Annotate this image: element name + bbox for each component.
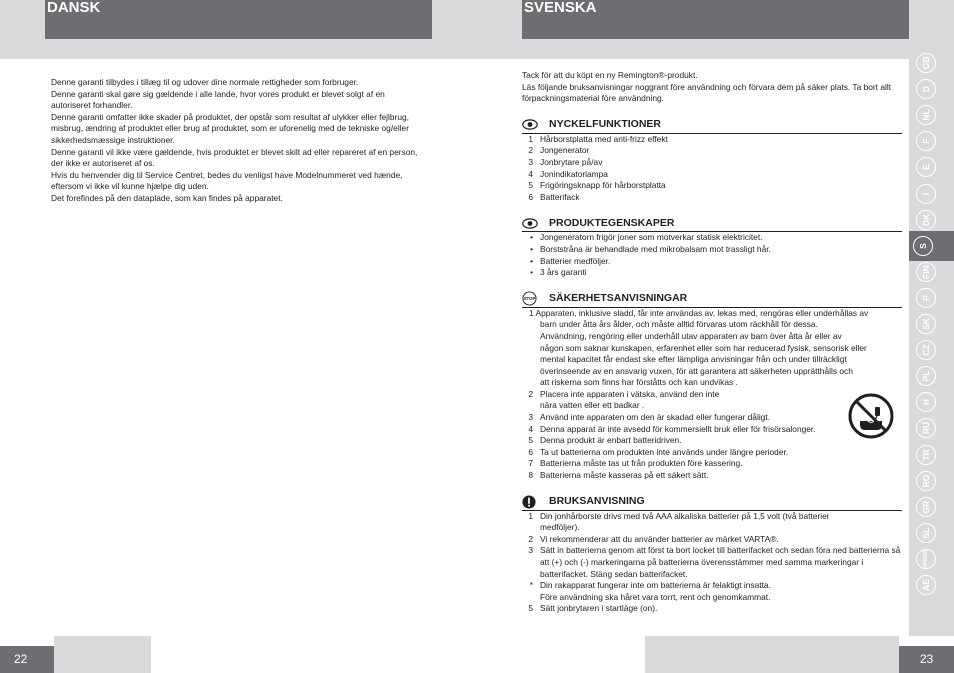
list-item: 4 Jonindikatorlampa <box>528 168 608 179</box>
language-tab-label: P <box>921 295 931 301</box>
list-item-continued: överinseende av en ansvarig vuxen, för att garantera att säkerheten upprätthålls och <box>540 365 853 376</box>
section-header <box>522 293 902 308</box>
dk-paragraph: Denne garanti tilbydes i tillæg til og udover dine normale rettigheder som forbruger. <box>51 77 359 87</box>
list-item-continued: barn under åtta års ålder, och måste alltid förvaras utom räckhåll för dessa. <box>540 319 818 330</box>
language-tab-label: FIN <box>921 264 931 279</box>
language-tab-d[interactable] <box>913 76 939 102</box>
svg-text:STOP: STOP <box>523 296 536 302</box>
list-item: 6 Ta ut batterierna om produkten inte används under längre perioder. <box>528 446 789 457</box>
language-tab-circle <box>916 549 936 569</box>
intro-line: Läs följande bruksanvisningar noggrant före användning och förvara dem på säker plats. Ta bort allt förpackningsmaterial före användning. <box>522 81 892 104</box>
language-tab-sk[interactable] <box>913 311 939 337</box>
language-sidebar <box>909 46 954 636</box>
language-tab-ro[interactable] <box>913 468 939 494</box>
list-item-continued: nära vatten eller ett badkar . <box>540 400 645 411</box>
language-tab-label: DK <box>921 213 931 226</box>
intro-line: Tack för att du köpt en ny Remington®-produkt. <box>522 70 698 80</box>
list-item: 7 Batterierna måste tas ut från produkten före kassering. <box>528 458 743 469</box>
language-tab-label: H <box>921 399 931 406</box>
list-item: Före användning ska håret vara torrt, rent och genomkammat. <box>540 591 771 602</box>
language-tab-circle <box>916 53 936 73</box>
intro <box>522 70 902 105</box>
section-key-features <box>522 119 902 204</box>
dk-paragraph: Denne garanti skal gøre sig gældende i alle lande, hvor vores produkt er blevet solgt af en autoriseret forhandler. <box>51 88 385 111</box>
language-tab-label: SK <box>921 318 931 330</box>
language-tab-circle <box>916 314 936 334</box>
exclamation-icon <box>522 495 536 509</box>
list-item: 1 Hårborstplatta med anti-frizz effekt <box>528 133 668 144</box>
language-tab-label: RU <box>921 422 931 435</box>
language-tab-circle <box>916 418 936 438</box>
section-title: BRUKSANVISNING <box>549 494 645 507</box>
dk-paragraph: Hvis du henvender dig til Service Centret, bedes du venligst have Modelnummeret ved hænde, eftersom vi ikke vil kunne hjælpe dig uden. <box>51 169 403 192</box>
language-tab-h[interactable] <box>913 389 939 415</box>
section-product-features <box>522 217 902 278</box>
language-tab-label: RO <box>921 474 931 487</box>
language-tab-label: GB <box>921 56 931 70</box>
danish-warranty-text <box>51 77 425 205</box>
swedish-content <box>522 70 902 615</box>
list-item: • Batterier medföljer. <box>530 255 611 266</box>
list-item: 3 Jonbrytare på/av <box>528 156 603 167</box>
list-item-continued: Användning, rengöring eller underhåll utav apparaten av barn över åtta år eller av <box>540 330 842 341</box>
language-tab-gb[interactable] <box>913 50 939 76</box>
language-tab-circle <box>916 340 936 360</box>
language-tab-i[interactable] <box>913 181 939 207</box>
language-tab-circle <box>916 471 936 491</box>
language-tab-ae[interactable] <box>913 572 939 598</box>
language-tab-circle <box>916 445 936 465</box>
page-number-right: 23 <box>899 646 954 673</box>
list-item: 2 Jongenerator <box>528 145 590 156</box>
list-item: 5 Frigöringsknapp för hårborstplatta <box>528 180 666 191</box>
list-item: * Din rakapparat fungerar inte om batterierna är felaktigt insatta. <box>529 580 771 591</box>
language-tab-pl[interactable] <box>913 363 939 389</box>
language-tab-hr-srb[interactable] <box>913 546 939 572</box>
language-tab-circle <box>913 236 933 256</box>
language-tab-circle <box>916 131 936 151</box>
language-tab-f[interactable] <box>913 128 939 154</box>
list-item: 2 Vi rekommenderar att du använder batterier av märket VARTA®. <box>528 533 779 544</box>
language-tab-label: HR/SRB <box>923 549 929 569</box>
language-tab-circle <box>916 210 936 230</box>
language-tab-circle <box>916 366 936 386</box>
dk-paragraph: Denne garanti vil ikke være gældende, hvis produktet er blevet skilt ad eller repareret af en person, der ikke er autoriseret af os. <box>51 146 418 169</box>
list-item-continued: medföljer). <box>540 522 580 533</box>
list-item: 8 Batterierna måste kasseras på ett säkert sätt. <box>528 470 709 481</box>
list-item-continued: någon som saknar kunskapen, erfarenhet eller som har reducerad fysisk, sensorisk eller <box>540 342 867 353</box>
page-number-left: 22 <box>0 646 54 673</box>
list-item: 3 Sätt in batterierna genom att först ta bort locket till batterifacket och sedan föra ned batterierna så att (+) och (-) markeringarna på batterierna överensstämmer med samma markeringar i batterifacket. Stäng sedan batterifacket. <box>528 545 901 579</box>
list-item: 2 Placera inte apparaten i vätska, använd den inte <box>528 388 720 399</box>
section-usage <box>522 496 902 615</box>
language-tab-circle <box>916 79 936 99</box>
language-tab-circle <box>916 184 936 204</box>
language-tab-circle <box>916 262 936 282</box>
language-tab-label: D <box>921 86 931 93</box>
list-item-continued: att riskerna som finns har förståtts och kan undvikas . <box>540 377 738 388</box>
dk-paragraph: Det forefindes på den dataplade, som kan findes på apparatet. <box>51 192 283 203</box>
language-heading-svenska: SVENSKA <box>522 0 909 39</box>
eye-icon <box>522 119 538 130</box>
language-tab-label: CZ <box>921 344 931 356</box>
language-tab-p[interactable] <box>913 285 939 311</box>
list-item: 1 Apparaten, inklusive sladd, får inte användas av, lekas med, rengöras eller underhållas av <box>529 307 869 318</box>
language-tab-dk[interactable] <box>913 207 939 233</box>
language-tab-label: TR <box>921 448 931 461</box>
eye-icon <box>522 218 538 229</box>
language-tab-nl[interactable] <box>913 102 939 128</box>
language-tab-circle <box>916 523 936 543</box>
language-tab-label: SL <box>921 527 931 539</box>
language-tab-gr[interactable] <box>913 494 939 520</box>
language-tab-tr[interactable] <box>913 442 939 468</box>
language-tab-label: I <box>921 192 931 195</box>
list-item: 5 Denna produkt är enbart batteridriven. <box>528 435 682 446</box>
section-header <box>522 217 902 232</box>
list-item: 3 Använd inte apparaten om den är skadad eller fungerar dåligt. <box>528 412 770 423</box>
language-tab-circle <box>916 157 936 177</box>
list-item: 5 Sätt jonbrytaren i startläge (on). <box>528 603 658 614</box>
section-safety <box>522 293 902 482</box>
section-title: NYCKELFUNKTIONER <box>549 117 661 130</box>
section-header <box>522 496 902 511</box>
language-tab-label: NL <box>921 109 931 121</box>
language-tab-circle <box>916 575 936 595</box>
language-tab-s[interactable] <box>909 231 954 261</box>
language-tab-e[interactable] <box>913 154 939 180</box>
language-tab-cz[interactable] <box>913 337 939 363</box>
no-water-warning-icon <box>848 393 894 439</box>
dk-paragraph: Denne garanti omfatter ikke skader på produktet, der opstår som resultat af ulykker eller fejlbrug, misbrug, ændring af produktet eller brug af produktet, som er uforenelig med de tekniske og/eller sikkerhedsmæssige instruktioner. <box>51 111 409 145</box>
language-tab-label: PL <box>921 370 931 382</box>
list-item: • Borststråna är behandlade med mikrobalsam mot trassligt hår. <box>530 243 771 254</box>
language-tab-circle <box>916 105 936 125</box>
language-tab-ru[interactable] <box>913 415 939 441</box>
list-item: • Jongeneratorn frigör joner som motverkar statisk elektricitet. <box>530 232 763 243</box>
section-title: SÄKERHETSANVISNINGAR <box>549 291 688 304</box>
language-tab-label: AE <box>921 579 931 591</box>
language-tab-fin[interactable] <box>913 259 939 285</box>
language-tab-label: F <box>921 138 931 144</box>
language-heading-dansk: DANSK <box>45 0 432 39</box>
language-tab-label: S <box>918 242 928 249</box>
stop-icon <box>522 291 537 306</box>
list-item: 6 Batterifack <box>528 191 580 202</box>
section-title: PRODUKTEGENSKAPER <box>549 216 675 229</box>
language-tab-label: GR <box>921 500 931 514</box>
language-tab-circle <box>916 288 936 308</box>
language-tab-circle <box>916 497 936 517</box>
list-item: 1 Din jonhårborste drivs med två AAA alkaliska batterier på 1,5 volt (två batterier <box>528 510 830 521</box>
section-header <box>522 119 902 134</box>
language-tab-circle <box>916 392 936 412</box>
footer-band-left <box>54 636 151 673</box>
language-tab-sl[interactable] <box>913 520 939 546</box>
footer-band-right <box>645 636 899 673</box>
language-tab-label: E <box>921 164 931 171</box>
list-item: 4 Denna apparat är inte avsedd för kommersiellt bruk eller för frisörsalonger. <box>528 423 816 434</box>
list-item-continued: mental kapacitet får endast ske efter lämpliga anvisningar från och under tillräckligt <box>540 354 847 365</box>
list-item: • 3 års garanti <box>530 267 587 278</box>
